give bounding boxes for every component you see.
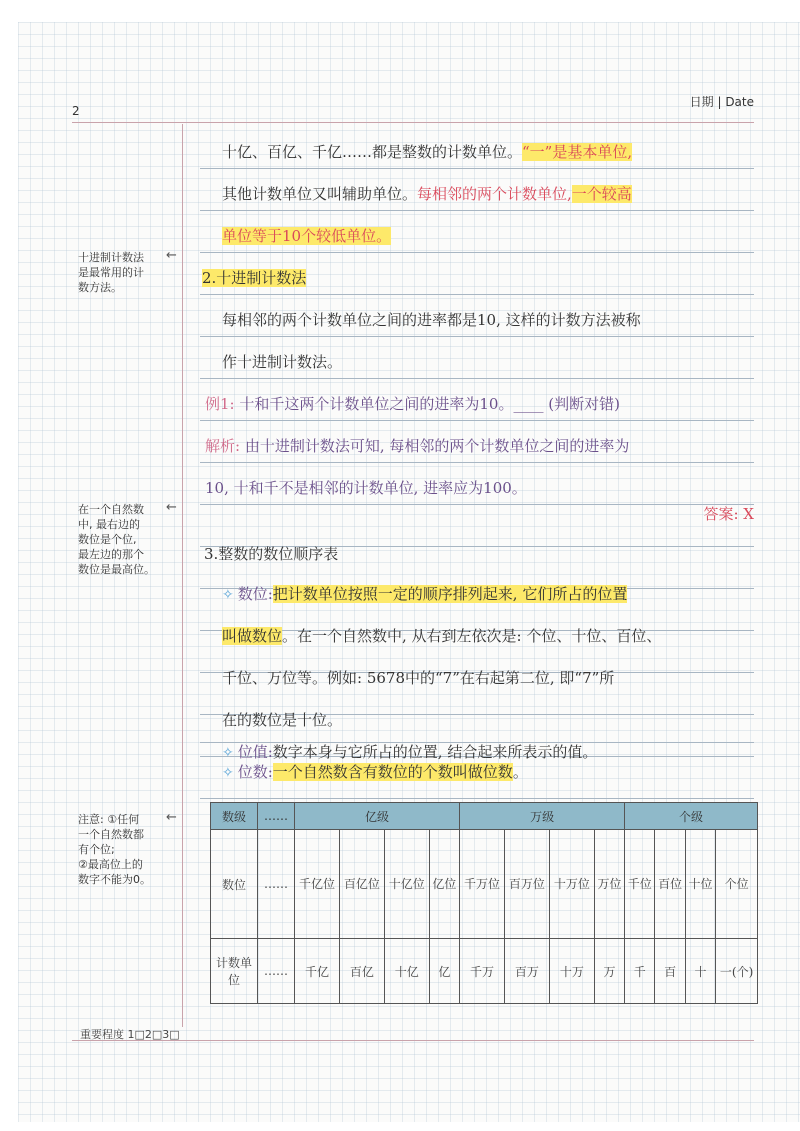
section-2-title: 2.十进制计数法 (202, 269, 307, 287)
table-header-cell: 个级 (625, 803, 758, 830)
table-cell: 百位 (655, 830, 685, 939)
table-cell: …… (258, 939, 295, 1004)
table-row (211, 830, 758, 939)
body-line-3: 单位等于10个较低单位。 (222, 227, 392, 245)
body-line-14: ✧ 位值:数字本身与它所占的位置, 结合起来所表示的值。 (222, 743, 598, 761)
table-cell: 十亿 (384, 939, 429, 1004)
arrow-left-icon: ← (166, 248, 177, 263)
table-cell: 百万 (504, 939, 549, 1004)
table-cell: 十亿位 (384, 830, 429, 939)
star-icon: ✧ (222, 587, 234, 603)
body-line-12: 千位、万位等。例如: 5678中的“7”在右起第二位, 即“7”所 (222, 669, 615, 687)
top-rule (72, 122, 754, 123)
place-value-table (210, 802, 758, 1004)
date-label: 日期 | Date (689, 95, 754, 109)
table-cell: 十 (685, 939, 715, 1004)
table-cell: 一(个) (716, 939, 758, 1004)
table-cell: 十位 (685, 830, 715, 939)
section-3-title: 3.整数的数位顺序表 (204, 545, 339, 563)
body-line-13: 在的数位是十位。 (222, 711, 343, 729)
table-cell: 十万 (549, 939, 594, 1004)
table-cell: 千万位 (460, 830, 505, 939)
rule-line (200, 700, 754, 743)
table-cell: 百亿 (339, 939, 384, 1004)
table-cell: 千亿 (295, 939, 340, 1004)
rule-line (200, 504, 754, 547)
arrow-left-icon: ← (166, 500, 177, 515)
margin-line (182, 124, 183, 1027)
table-row (211, 939, 758, 1004)
example-line: 例1: 十和千这两个计数单位之间的进率为10。____ (判断对错) (205, 395, 620, 413)
page-number: 2 (72, 104, 80, 118)
table-cell: 万位 (594, 830, 624, 939)
answer: 答案: X (703, 505, 754, 523)
row-label: 数位 (211, 830, 258, 939)
table-header-row (211, 803, 758, 830)
table-header-cell: …… (258, 803, 295, 830)
table-header-cell: 万级 (460, 803, 625, 830)
table-cell: 千 (625, 939, 655, 1004)
table-cell: 亿 (429, 939, 459, 1004)
star-icon: ✧ (222, 765, 234, 781)
table-cell: 万 (594, 939, 624, 1004)
row-label: 计数单位 (211, 939, 258, 1004)
side-note-2: 在一个自然数 中, 最右边的 数位是个位, 最左边的那个 数位是最高位。 (78, 503, 155, 576)
body-line-11: 叫做数位。在一个自然数中, 从右到左依次是: 个位、十位、百位、 (222, 627, 662, 645)
table-cell: 百 (655, 939, 685, 1004)
table-cell: 百万位 (504, 830, 549, 939)
star-icon: ✧ (222, 745, 234, 761)
side-note-1: 十进制计数法 是最常用的计 数方法。 (78, 251, 144, 294)
body-line-4: 每相邻的两个计数单位之间的进率都是10, 这样的计数方法被称 (222, 311, 641, 329)
table-cell: 千位 (625, 830, 655, 939)
table-cell: 个位 (716, 830, 758, 939)
importance-rating: 重要程度 1□2□3□ (80, 1028, 180, 1041)
side-note-3: 注意: ①任何 一个自然数都 有个位; ②最高位上的 数字不能为0。 (78, 813, 151, 886)
table-cell: …… (258, 830, 295, 939)
table-cell: 千亿位 (295, 830, 340, 939)
body-line-10: ✧ 数位:把计数单位按照一定的顺序排列起来, 它们所占的位置 (222, 585, 628, 603)
body-line-5: 作十进制计数法。 (222, 353, 343, 371)
table-cell: 十万位 (549, 830, 594, 939)
table-header-cell: 数级 (211, 803, 258, 830)
arrow-left-icon: ← (166, 810, 177, 825)
body-line-2: 其他计数单位又叫辅助单位。每相邻的两个计数单位,一个较高 (222, 185, 632, 203)
table-cell: 千万 (460, 939, 505, 1004)
analysis-line: 解析: 由十进制计数法可知, 每相邻的两个计数单位之间的进率为 (205, 437, 630, 455)
table-cell: 亿位 (429, 830, 459, 939)
body-line-1: 十亿、百亿、千亿……都是整数的计数单位。“一”是基本单位, (222, 143, 633, 161)
analysis-line-2: 10, 十和千不是相邻的计数单位, 进率应为100。 (205, 479, 527, 497)
table-header-cell: 亿级 (295, 803, 460, 830)
body-line-15: ✧ 位数:一个自然数含有数位的个数叫做位数。 (222, 763, 528, 781)
table-cell: 百亿位 (339, 830, 384, 939)
